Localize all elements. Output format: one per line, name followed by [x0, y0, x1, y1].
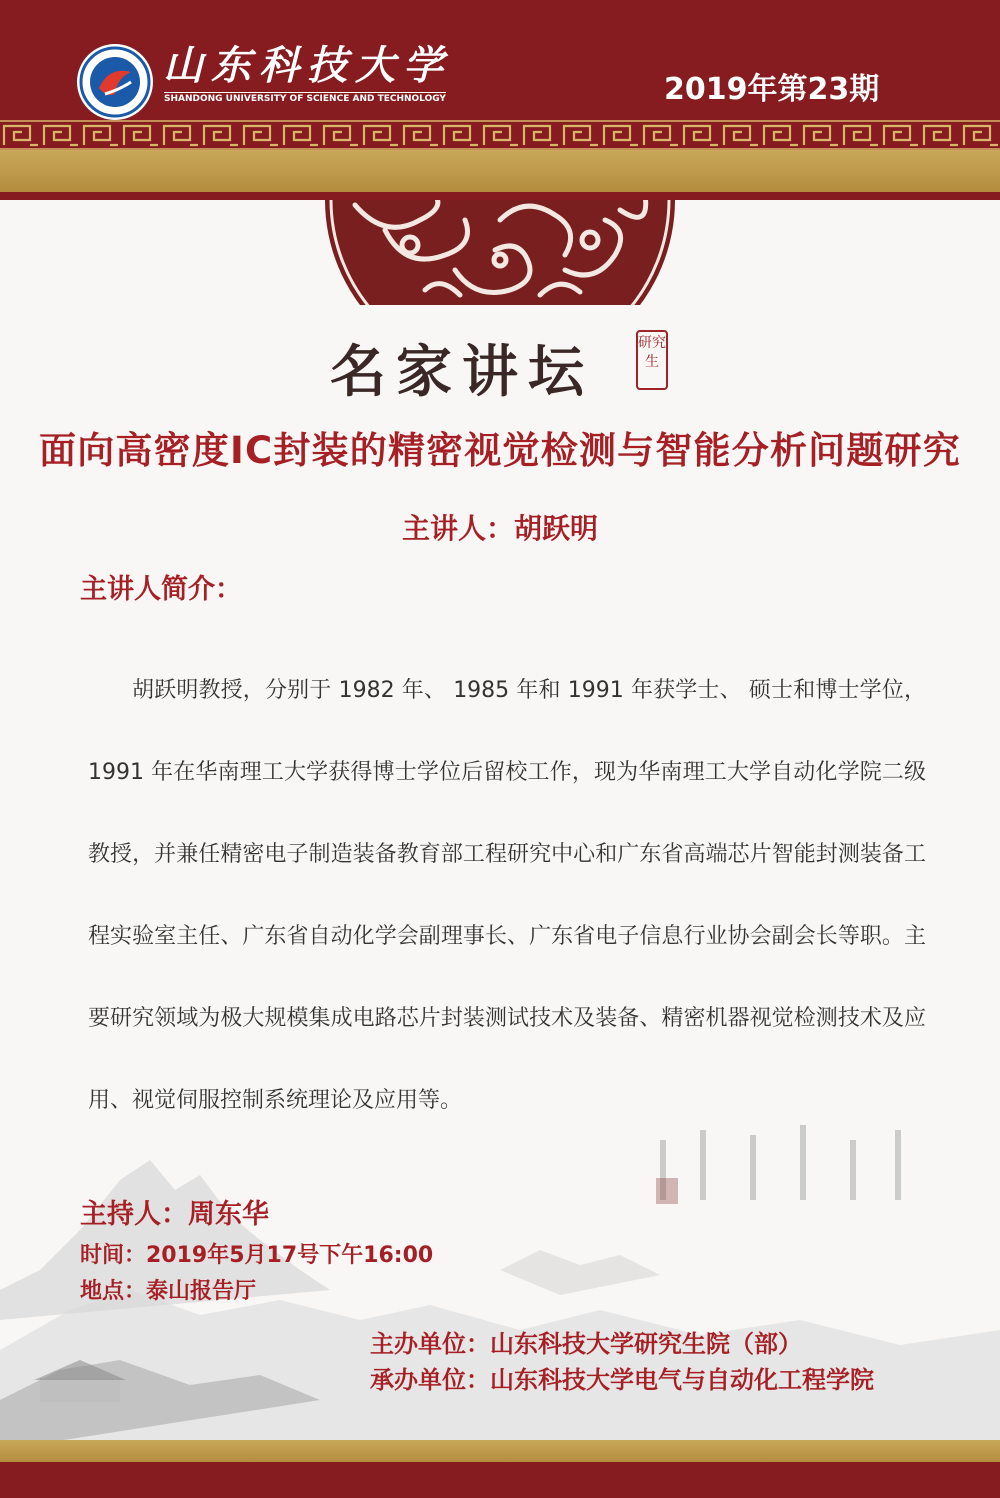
- fret-border-pattern: [0, 120, 1000, 150]
- forum-title: 名家讲坛: [330, 339, 594, 405]
- host-name: 主持人：周东华: [80, 1199, 269, 1230]
- forum-seal-stamp: 研究生: [636, 330, 668, 390]
- co-organizer: 承办单位：山东科技大学电气与自动化工程学院: [370, 1366, 874, 1394]
- decorative-medallion-icon: [325, 200, 675, 305]
- event-time: 时间：2019年5月17号下午16:00: [80, 1243, 434, 1268]
- speaker-name: 主讲人：胡跃明: [401, 512, 598, 545]
- gold-band: [0, 150, 1000, 192]
- organizer: 主办单位：山东科技大学研究生院（部）: [370, 1330, 802, 1358]
- bio-heading: 主讲人简介：: [80, 574, 242, 605]
- university-name-en: SHANDONG UNIVERSITY OF SCIENCE AND TECHNOLOGY: [164, 94, 446, 104]
- talk-title: 面向高密度IC封装的精密视觉检测与智能分析问题研究: [39, 429, 961, 472]
- issue-number: 2019年第23期: [664, 72, 880, 107]
- footer-gold-band: [0, 1440, 1000, 1462]
- university-emblem-icon: [75, 42, 155, 122]
- footer-band: [0, 1462, 1000, 1498]
- gold-band-edge: [0, 192, 1000, 200]
- event-place: 地点：泰山报告厅: [80, 1279, 257, 1304]
- university-name: 山东科技大学: [163, 42, 451, 89]
- bio-paragraph: 胡跃明教授，分别于 1982 年、 1985 年和 1991 年获学士、 硕士和博士学位，1991 年在华南理工大学获得博士学位后留校工作，现为华南理工大学自动化学院二级教授，并兼任精密电子制造装备教育部工程研究中心和广东省高端芯片智能封测装备工程实验室主任、广东省自动化学会副理事长、广东省电子信息行业协会副会长等职。主要研究领域为极大规模集成电路芯片封装测试技术及装备、精密机器视觉检测技术及应用、视觉伺服控制系统理论及应用等。: [88, 678, 926, 1113]
